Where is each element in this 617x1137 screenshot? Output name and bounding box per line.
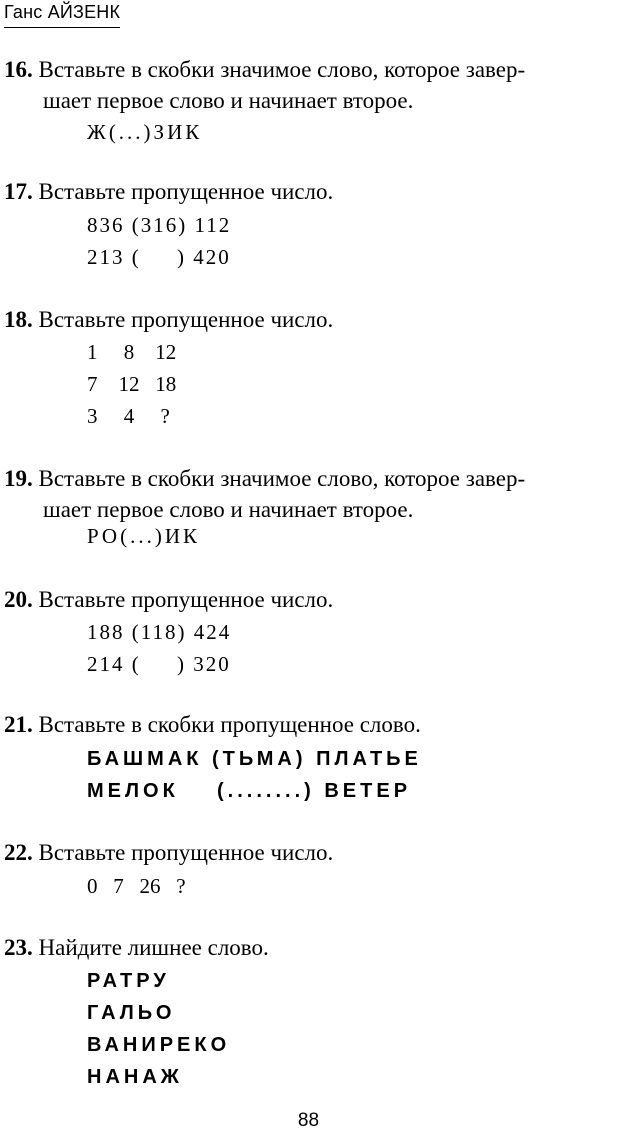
puzzle-line: 214 ( ) 320 bbox=[87, 652, 231, 676]
puzzle-line: МЕЛОК (........) ВЕТЕР bbox=[87, 780, 412, 802]
puzzle-word: ВАНИРЕКО bbox=[87, 1034, 231, 1056]
question-17 bbox=[4, 176, 604, 207]
puzzle-line: 188 (118) 424 bbox=[87, 620, 232, 644]
question-number: 16. bbox=[4, 57, 33, 82]
question-text: Вставьте пропущенное число. bbox=[38, 307, 334, 332]
puzzle-line: 3 4 ? bbox=[87, 404, 170, 428]
puzzle-line: Ж(...)ЗИК bbox=[87, 120, 203, 144]
puzzle-word: РАТРУ bbox=[87, 970, 170, 992]
question-text: Вставьте в скобки значимое слово, которое завер- bbox=[38, 466, 526, 491]
puzzle-word: НАНАЖ bbox=[87, 1066, 183, 1088]
puzzle-line: 213 ( ) 420 bbox=[87, 245, 231, 269]
running-header: Ганс АЙЗЕНК bbox=[4, 2, 120, 28]
question-22 bbox=[4, 837, 604, 868]
puzzle-line: 7 12 18 bbox=[87, 372, 177, 396]
question-text: Найдите лишнее слово. bbox=[38, 935, 269, 960]
question-21 bbox=[4, 709, 604, 740]
question-text-continued: шает первое слово и начинает второе. bbox=[43, 88, 414, 113]
question-text: Вставьте пропущенное число. bbox=[38, 179, 334, 204]
question-number: 17. bbox=[4, 179, 33, 204]
question-18 bbox=[4, 304, 604, 335]
question-number: 18. bbox=[4, 307, 33, 332]
question-19 bbox=[4, 463, 604, 525]
question-number: 20. bbox=[4, 587, 33, 612]
puzzle-line: 0 7 26 ? bbox=[87, 874, 186, 898]
puzzle-line: БАШМАК (ТЬМА) ПЛАТЬЕ bbox=[87, 748, 422, 770]
page-number: 88 bbox=[297, 1110, 320, 1131]
question-23 bbox=[4, 932, 604, 963]
puzzle-line: 1 8 12 bbox=[87, 340, 177, 364]
question-text: Вставьте в скобки значимое слово, которое завер- bbox=[38, 57, 526, 82]
question-20 bbox=[4, 584, 604, 615]
question-text-continued: шает первое слово и начинает второе. bbox=[43, 497, 414, 522]
question-text: Вставьте пропущенное число. bbox=[38, 587, 334, 612]
puzzle-line: 836 (316) 112 bbox=[87, 213, 232, 237]
question-number: 21. bbox=[4, 712, 33, 737]
question-text: Вставьте пропущенное число. bbox=[38, 840, 334, 865]
question-number: 23. bbox=[4, 935, 33, 960]
question-number: 22. bbox=[4, 840, 33, 865]
question-text: Вставьте в скобки пропущенное слово. bbox=[38, 712, 421, 737]
puzzle-word: ГАЛЬО bbox=[87, 1002, 176, 1024]
question-number: 19. bbox=[4, 466, 33, 491]
puzzle-line: РО(...)ИК bbox=[87, 524, 201, 548]
question-16 bbox=[4, 54, 604, 116]
